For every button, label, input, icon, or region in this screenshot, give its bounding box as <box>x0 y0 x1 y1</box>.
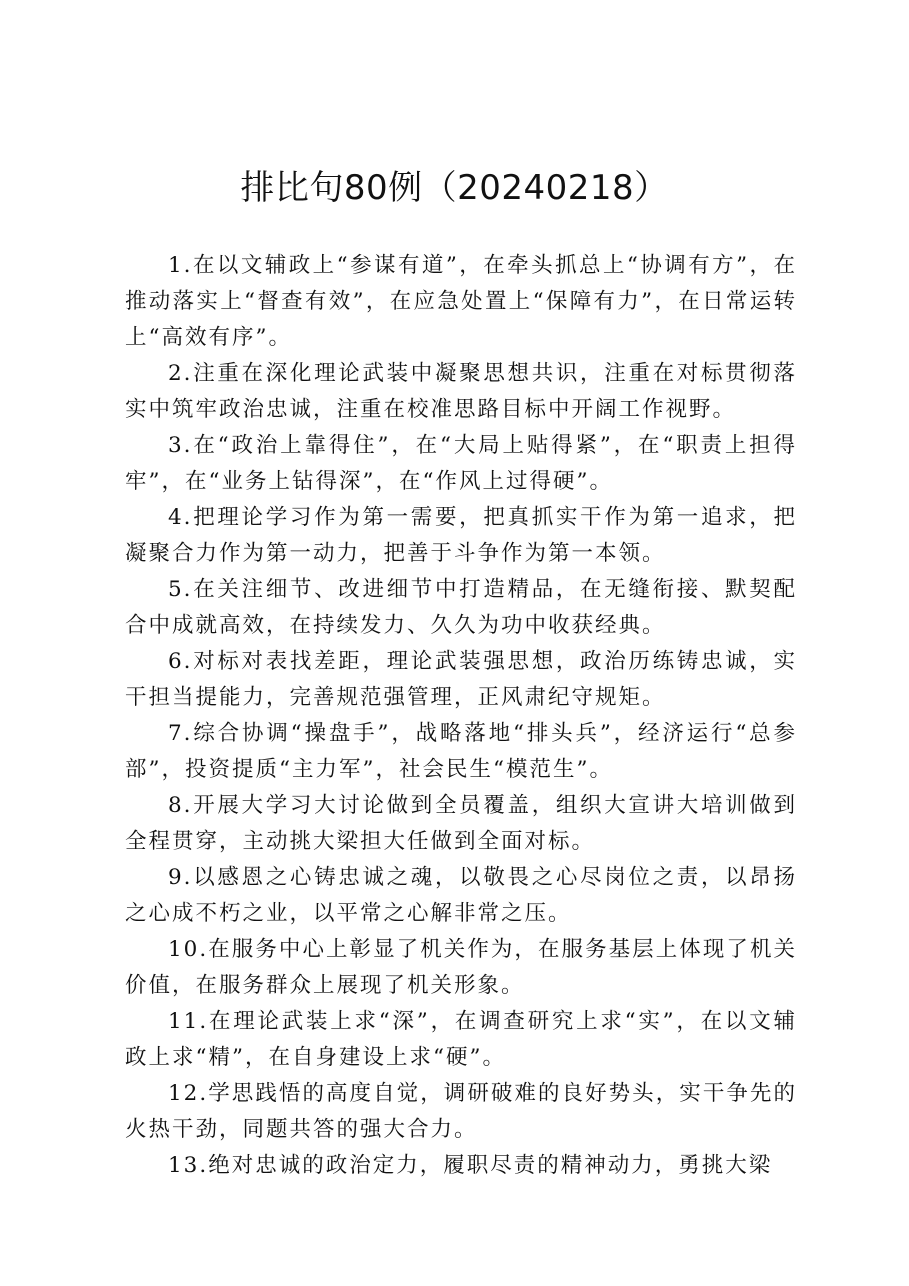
paragraph-3: 3.在“政治上靠得住”，在“大局上贴得紧”，在“职责上担得牢”，在“业务上钻得深”，在“作风上过得硬”。 <box>125 433 797 494</box>
paragraph-8: 8.开展大学习大讨论做到全员覆盖，组织大宣讲大培训做到全程贯穿，主动挑大梁担大任做到全面对标。 <box>125 793 797 854</box>
paragraph-5: 5.在关注细节、改进细节中打造精品，在无缝衔接、默契配合中成就高效，在持续发力、久久为功中收获经典。 <box>125 577 797 638</box>
paragraph-12: 12.学思践悟的高度自觉，调研破难的良好势头，实干争先的火热干劲，同题共答的强大合力。 <box>125 1081 797 1142</box>
paragraph-10: 10.在服务中心上彰显了机关作为，在服务基层上体现了机关价值，在服务群众上展现了机关形象。 <box>125 937 797 998</box>
paragraph-4: 4.把理论学习作为第一需要，把真抓实干作为第一追求，把凝聚合力作为第一动力，把善于斗争作为第一本领。 <box>125 505 797 566</box>
paragraph-1: 1.在以文辅政上“参谋有道”，在牵头抓总上“协调有方”，在推动落实上“督查有效”，在应急处置上“保障有力”，在日常运转上“高效有序”。 <box>125 253 797 350</box>
paragraph-6: 6.对标对表找差距，理论武装强思想，政治历练铸忠诚，实干担当提能力，完善规范强管理，正风肃纪守规矩。 <box>125 649 797 710</box>
paragraph-11: 11.在理论武装上求“深”，在调查研究上求“实”，在以文辅政上求“精”，在自身建设上求“硬”。 <box>125 1009 797 1070</box>
paragraph-7: 7.综合协调“操盘手”，战略落地“排头兵”，经济运行“总参部”，投资提质“主力军”，社会民生“模范生”。 <box>125 721 797 782</box>
paragraph-13: 13.绝对忠诚的政治定力，履职尽责的精神动力，勇挑大梁 <box>168 1153 773 1178</box>
paragraph-2: 2.注重在深化理论武装中凝聚思想共识，注重在对标贯彻落实中筑牢政治忠诚，注重在校准思路目标中开阔工作视野。 <box>125 361 797 422</box>
document-title: 排比句80例（20240218） <box>240 168 669 208</box>
paragraph-9: 9.以感恩之心铸忠诚之魂，以敬畏之心尽岗位之责，以昂扬之心成不朽之业，以平常之心解非常之压。 <box>125 865 797 926</box>
document-body <box>125 248 797 1184</box>
